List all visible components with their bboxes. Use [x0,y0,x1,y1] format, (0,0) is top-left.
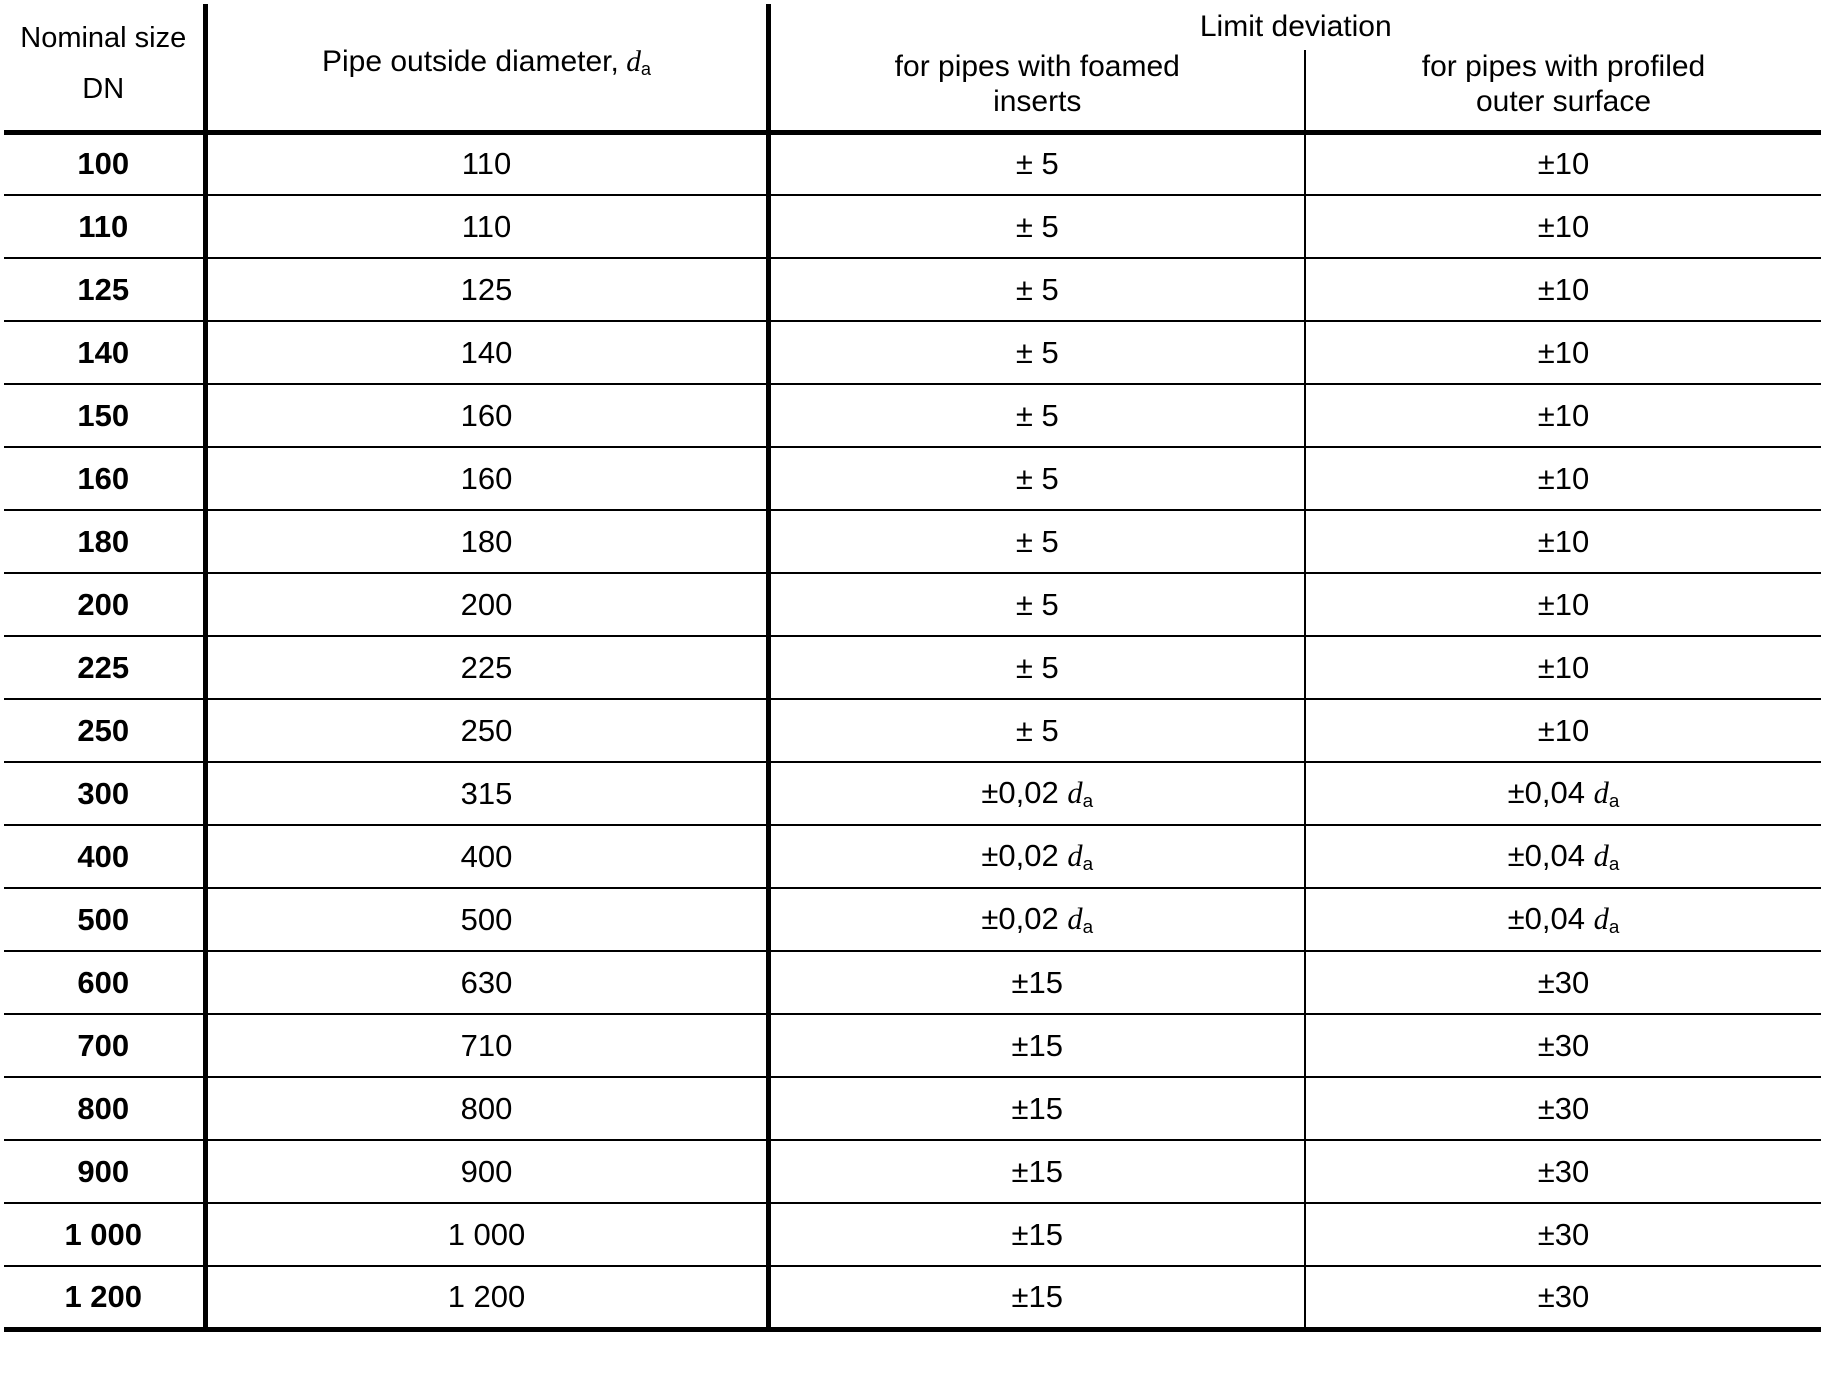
deviation-value-foamed: ± 5 [1015,649,1059,685]
table-row [4,1266,1821,1329]
cell-pipe-outside-diameter: 250 [205,699,768,762]
deviation-value-foamed: ± 5 [1015,397,1059,433]
cell-nominal-size: 400 [4,825,205,888]
variable-da-header [619,46,651,78]
deviation-value-foamed: ±15 [1011,1153,1063,1189]
cell-nominal-size: 160 [4,447,205,510]
cell-limit-deviation-foamed [768,447,1305,510]
header-row-limit-deviation [4,4,1821,50]
cell-pipe-outside-diameter: 160 [205,447,768,510]
deviation-value-foamed: ±15 [1011,1278,1063,1314]
cell-limit-deviation-foamed [768,1140,1305,1203]
table-row [4,699,1821,762]
deviation-value-profiled: ±10 [1537,397,1590,433]
cell-pipe-outside-diameter: 110 [205,195,768,258]
table-row [4,573,1821,636]
table-row [4,195,1821,258]
cell-limit-deviation-foamed [768,195,1305,258]
cell-limit-deviation-profiled [1305,132,1821,195]
cell-limit-deviation-foamed [768,888,1305,951]
deviation-value-profiled: ±30 [1537,964,1590,1000]
deviation-value-profiled: ±10 [1537,649,1590,685]
cell-limit-deviation-foamed [768,132,1305,195]
cell-nominal-size: 125 [4,258,205,321]
cell-limit-deviation-foamed [768,1266,1305,1329]
cell-pipe-outside-diameter: 1 000 [205,1203,768,1266]
cell-nominal-size: 225 [4,636,205,699]
variable-da-foamed: $d_a$ [1067,776,1094,812]
cell-limit-deviation-foamed [768,762,1305,825]
cell-pipe-outside-diameter: 160 [205,384,768,447]
cell-nominal-size: 110 [4,195,205,258]
cell-nominal-size: 180 [4,510,205,573]
cell-limit-deviation-profiled [1305,762,1821,825]
header-nominal-size-line1: Nominal size [20,22,187,55]
cell-limit-deviation-profiled [1305,699,1821,762]
table-header [4,4,1821,132]
cell-nominal-size: 200 [4,573,205,636]
cell-limit-deviation-foamed [768,258,1305,321]
cell-pipe-outside-diameter: 225 [205,636,768,699]
table-row [4,132,1821,195]
cell-limit-deviation-profiled [1305,384,1821,447]
cell-limit-deviation-profiled [1305,1077,1821,1140]
deviation-value-profiled: ±10 [1537,712,1590,748]
cell-pipe-outside-diameter: 110 [205,132,768,195]
deviation-value-profiled: ±30 [1537,1216,1590,1252]
cell-nominal-size: 150 [4,384,205,447]
table-row [4,258,1821,321]
variable-da-foamed: $d_a$ [1067,839,1094,875]
variable-subscript-a: a [640,59,652,80]
table-row [4,762,1821,825]
cell-nominal-size: 700 [4,1014,205,1077]
deviation-value-foamed: ± 5 [1015,146,1059,182]
header-limit-deviation: Limit deviation [1199,10,1392,43]
deviation-value-foamed: ± 5 [1015,712,1059,748]
cell-nominal-size: 300 [4,762,205,825]
variable-da-profiled: $d_a$ [1593,902,1620,938]
cell-limit-deviation-foamed [768,699,1305,762]
cell-limit-deviation-profiled [1305,195,1821,258]
cell-nominal-size: 100 [4,132,205,195]
cell-limit-deviation-profiled [1305,1014,1821,1077]
cell-limit-deviation-profiled [1305,1203,1821,1266]
cell-limit-deviation-foamed [768,825,1305,888]
table-row [4,447,1821,510]
table-row [4,888,1821,951]
table-row [4,1140,1821,1203]
cell-limit-deviation-foamed [768,636,1305,699]
cell-pipe-outside-diameter: 125 [205,258,768,321]
cell-limit-deviation-foamed [768,951,1305,1014]
cell-limit-deviation-profiled [1305,447,1821,510]
cell-pipe-outside-diameter: 800 [205,1077,768,1140]
deviation-factor-profiled: ±0,04 [1507,775,1586,811]
cell-limit-deviation-foamed [768,1077,1305,1140]
header-pipe-outside-diameter [205,4,768,132]
cell-pipe-outside-diameter: 180 [205,510,768,573]
cell-pipe-outside-diameter: 500 [205,888,768,951]
table-row [4,510,1821,573]
deviation-value-foamed: ± 5 [1015,460,1059,496]
deviation-value-profiled: ±10 [1537,146,1590,182]
cell-limit-deviation-profiled [1305,825,1821,888]
cell-limit-deviation-foamed [768,510,1305,573]
cell-limit-deviation-foamed [768,1014,1305,1077]
deviation-value-profiled: ±10 [1537,208,1590,244]
deviation-value-foamed: ± 5 [1015,271,1059,307]
deviation-value-profiled: ±30 [1537,1153,1590,1189]
deviation-value-foamed: ±15 [1011,1027,1063,1063]
header-profiled-outer-surface [1305,50,1821,132]
cell-pipe-outside-diameter: 400 [205,825,768,888]
table-row [4,384,1821,447]
cell-limit-deviation-profiled [1305,510,1821,573]
deviation-value-profiled: ±10 [1537,586,1590,622]
deviation-value-foamed: ±15 [1011,1216,1063,1252]
cell-limit-deviation-profiled [1305,1266,1821,1329]
cell-limit-deviation-profiled [1305,1140,1821,1203]
cell-limit-deviation-foamed [768,321,1305,384]
deviation-value-foamed: ± 5 [1015,334,1059,370]
deviation-value-foamed: ± 5 [1015,208,1059,244]
deviation-factor-foamed: ±0,02 [981,838,1059,874]
table-row [4,636,1821,699]
cell-limit-deviation-profiled [1305,258,1821,321]
cell-nominal-size: 250 [4,699,205,762]
table-row [4,825,1821,888]
deviation-value-foamed: ±15 [1011,1090,1063,1126]
cell-nominal-size: 800 [4,1077,205,1140]
cell-pipe-outside-diameter: 140 [205,321,768,384]
header-foamed-inserts-line1: for pipes with foamed [894,50,1180,83]
table-body [4,132,1821,1329]
variable-da-profiled: $d_a$ [1593,839,1620,875]
header-profiled-outer-surface-line2: outer surface [1475,84,1652,118]
cell-limit-deviation-profiled [1305,636,1821,699]
header-nominal-size [4,4,205,132]
deviation-factor-foamed: ±0,02 [981,775,1059,811]
deviation-value-profiled: ±10 [1537,523,1590,559]
deviation-value-foamed: ±15 [1011,964,1063,1000]
cell-pipe-outside-diameter: 315 [205,762,768,825]
deviation-value-foamed: ± 5 [1015,586,1059,622]
deviation-value-profiled: ±30 [1537,1090,1590,1126]
cell-limit-deviation-profiled [1305,573,1821,636]
cell-pipe-outside-diameter: 710 [205,1014,768,1077]
cell-limit-deviation-profiled [1305,321,1821,384]
cell-nominal-size: 1 000 [4,1203,205,1266]
table-row [4,1014,1821,1077]
deviation-value-profiled: ±10 [1537,460,1590,496]
table-row [4,321,1821,384]
deviation-factor-profiled: ±0,04 [1507,838,1586,874]
header-profiled-outer-surface-line1: for pipes with profiled [1421,50,1706,83]
deviation-factor-profiled: ±0,04 [1507,901,1586,937]
cell-pipe-outside-diameter: 1 200 [205,1266,768,1329]
table-row [4,1203,1821,1266]
cell-limit-deviation-profiled [1305,951,1821,1014]
cell-limit-deviation-foamed [768,573,1305,636]
header-foamed-inserts [768,50,1305,132]
pipe-dimensions-table [4,4,1821,1332]
variable-da-profiled: $d_a$ [1593,776,1620,812]
table-row [4,951,1821,1014]
cell-pipe-outside-diameter: 900 [205,1140,768,1203]
deviation-value-profiled: ±30 [1537,1278,1590,1314]
header-pipe-outside-diameter-label: Pipe outside diameter, [321,45,619,79]
deviation-value-profiled: ±10 [1537,271,1590,307]
cell-nominal-size: 1 200 [4,1266,205,1329]
cell-nominal-size: 900 [4,1140,205,1203]
cell-limit-deviation-profiled [1305,888,1821,951]
cell-nominal-size: 600 [4,951,205,1014]
variable-da-foamed: $d_a$ [1067,902,1094,938]
variable-d: d [626,46,641,79]
deviation-factor-foamed: ±0,02 [981,901,1059,937]
cell-pipe-outside-diameter: 200 [205,573,768,636]
deviation-value-profiled: ±30 [1537,1027,1590,1063]
deviation-value-profiled: ±10 [1537,334,1590,370]
cell-nominal-size: 500 [4,888,205,951]
header-nominal-size-line2: DN [82,72,125,105]
cell-limit-deviation-foamed [768,1203,1305,1266]
cell-nominal-size: 140 [4,321,205,384]
header-foamed-inserts-line2: inserts [993,84,1082,118]
cell-limit-deviation-foamed [768,384,1305,447]
table-row [4,1077,1821,1140]
deviation-value-foamed: ± 5 [1015,523,1059,559]
cell-pipe-outside-diameter: 630 [205,951,768,1014]
